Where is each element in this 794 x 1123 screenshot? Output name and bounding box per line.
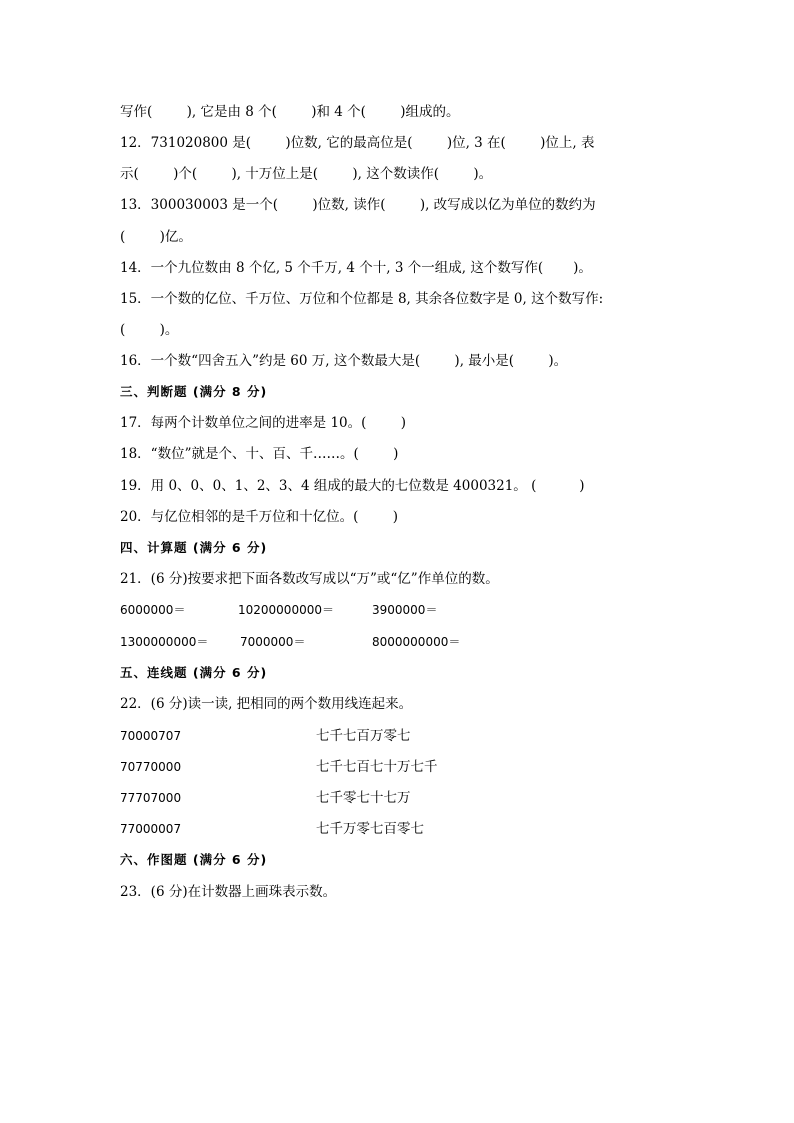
- calc-item: 3900000＝: [372, 603, 438, 617]
- question-11-continued: 写作( ), 它是由 8 个( )和 4 个( )组成的。: [120, 104, 460, 120]
- question-12-continued: 示( )个( ), 十万位上是( ), 这个数读作( )。: [120, 166, 493, 182]
- section-heading-judge: 三、判断题 (满分 8 分): [120, 384, 268, 399]
- question-23: 23．(6 分)在计数器上画珠表示数。: [120, 884, 337, 900]
- match-right-item: 七千七百七十万七千: [316, 759, 438, 775]
- question-15: 15．一个数的亿位、千万位、万位和个位都是 8, 其余各位数字是 0, 这个数写作:: [120, 291, 604, 307]
- question-20: 20．与亿位相邻的是千万位和十亿位。( ): [120, 509, 399, 525]
- question-22: 22．(6 分)读一读, 把相同的两个数用线连起来。: [120, 696, 413, 712]
- question-18: 18．“数位”就是个、十、百、千……。( ): [120, 446, 399, 462]
- question-16: 16．一个数“四舍五入”约是 60 万, 这个数最大是( ), 最小是( )。: [120, 353, 568, 369]
- section-heading-calc: 四、计算题 (满分 6 分): [120, 540, 268, 555]
- calc-item: 1300000000＝: [120, 635, 209, 649]
- calc-item: 10200000000＝: [238, 603, 334, 617]
- question-12: 12．731020800 是( )位数, 它的最高位是( )位, 3 在( )位上, 表: [120, 135, 595, 151]
- question-15-continued: ( )。: [120, 322, 179, 338]
- question-14: 14．一个九位数由 8 个亿, 5 个千万, 4 个十, 3 个一组成, 这个数写作( )。: [120, 260, 592, 276]
- question-21: 21．(6 分)按要求把下面各数改写成以“万”或“亿”作单位的数。: [120, 571, 499, 587]
- question-17: 17．每两个计数单位之间的进率是 10。( ): [120, 415, 407, 431]
- question-13: 13．300030003 是一个( )位数, 读作( ), 改写成以亿为单位的数约为: [120, 197, 596, 213]
- match-right-item: 七千零七十七万: [316, 790, 411, 806]
- match-right-item: 七千万零七百零七: [316, 821, 424, 837]
- section-heading-draw: 六、作图题 (满分 6 分): [120, 852, 268, 867]
- match-left-item: 77707000: [120, 791, 182, 805]
- question-19: 19．用 0、0、0、1、2、3、4 组成的最大的七位数是 4000321。 ( ): [120, 478, 585, 494]
- match-left-item: 70770000: [120, 760, 182, 774]
- calc-item: 6000000＝: [120, 603, 186, 617]
- section-heading-match: 五、连线题 (满分 6 分): [120, 665, 268, 680]
- question-13-continued: ( )亿。: [120, 229, 192, 245]
- calc-item: 7000000＝: [240, 635, 306, 649]
- calc-item: 8000000000＝: [372, 635, 461, 649]
- match-right-item: 七千七百万零七: [316, 728, 411, 744]
- match-left-item: 70000707: [120, 729, 182, 743]
- match-left-item: 77000007: [120, 822, 182, 836]
